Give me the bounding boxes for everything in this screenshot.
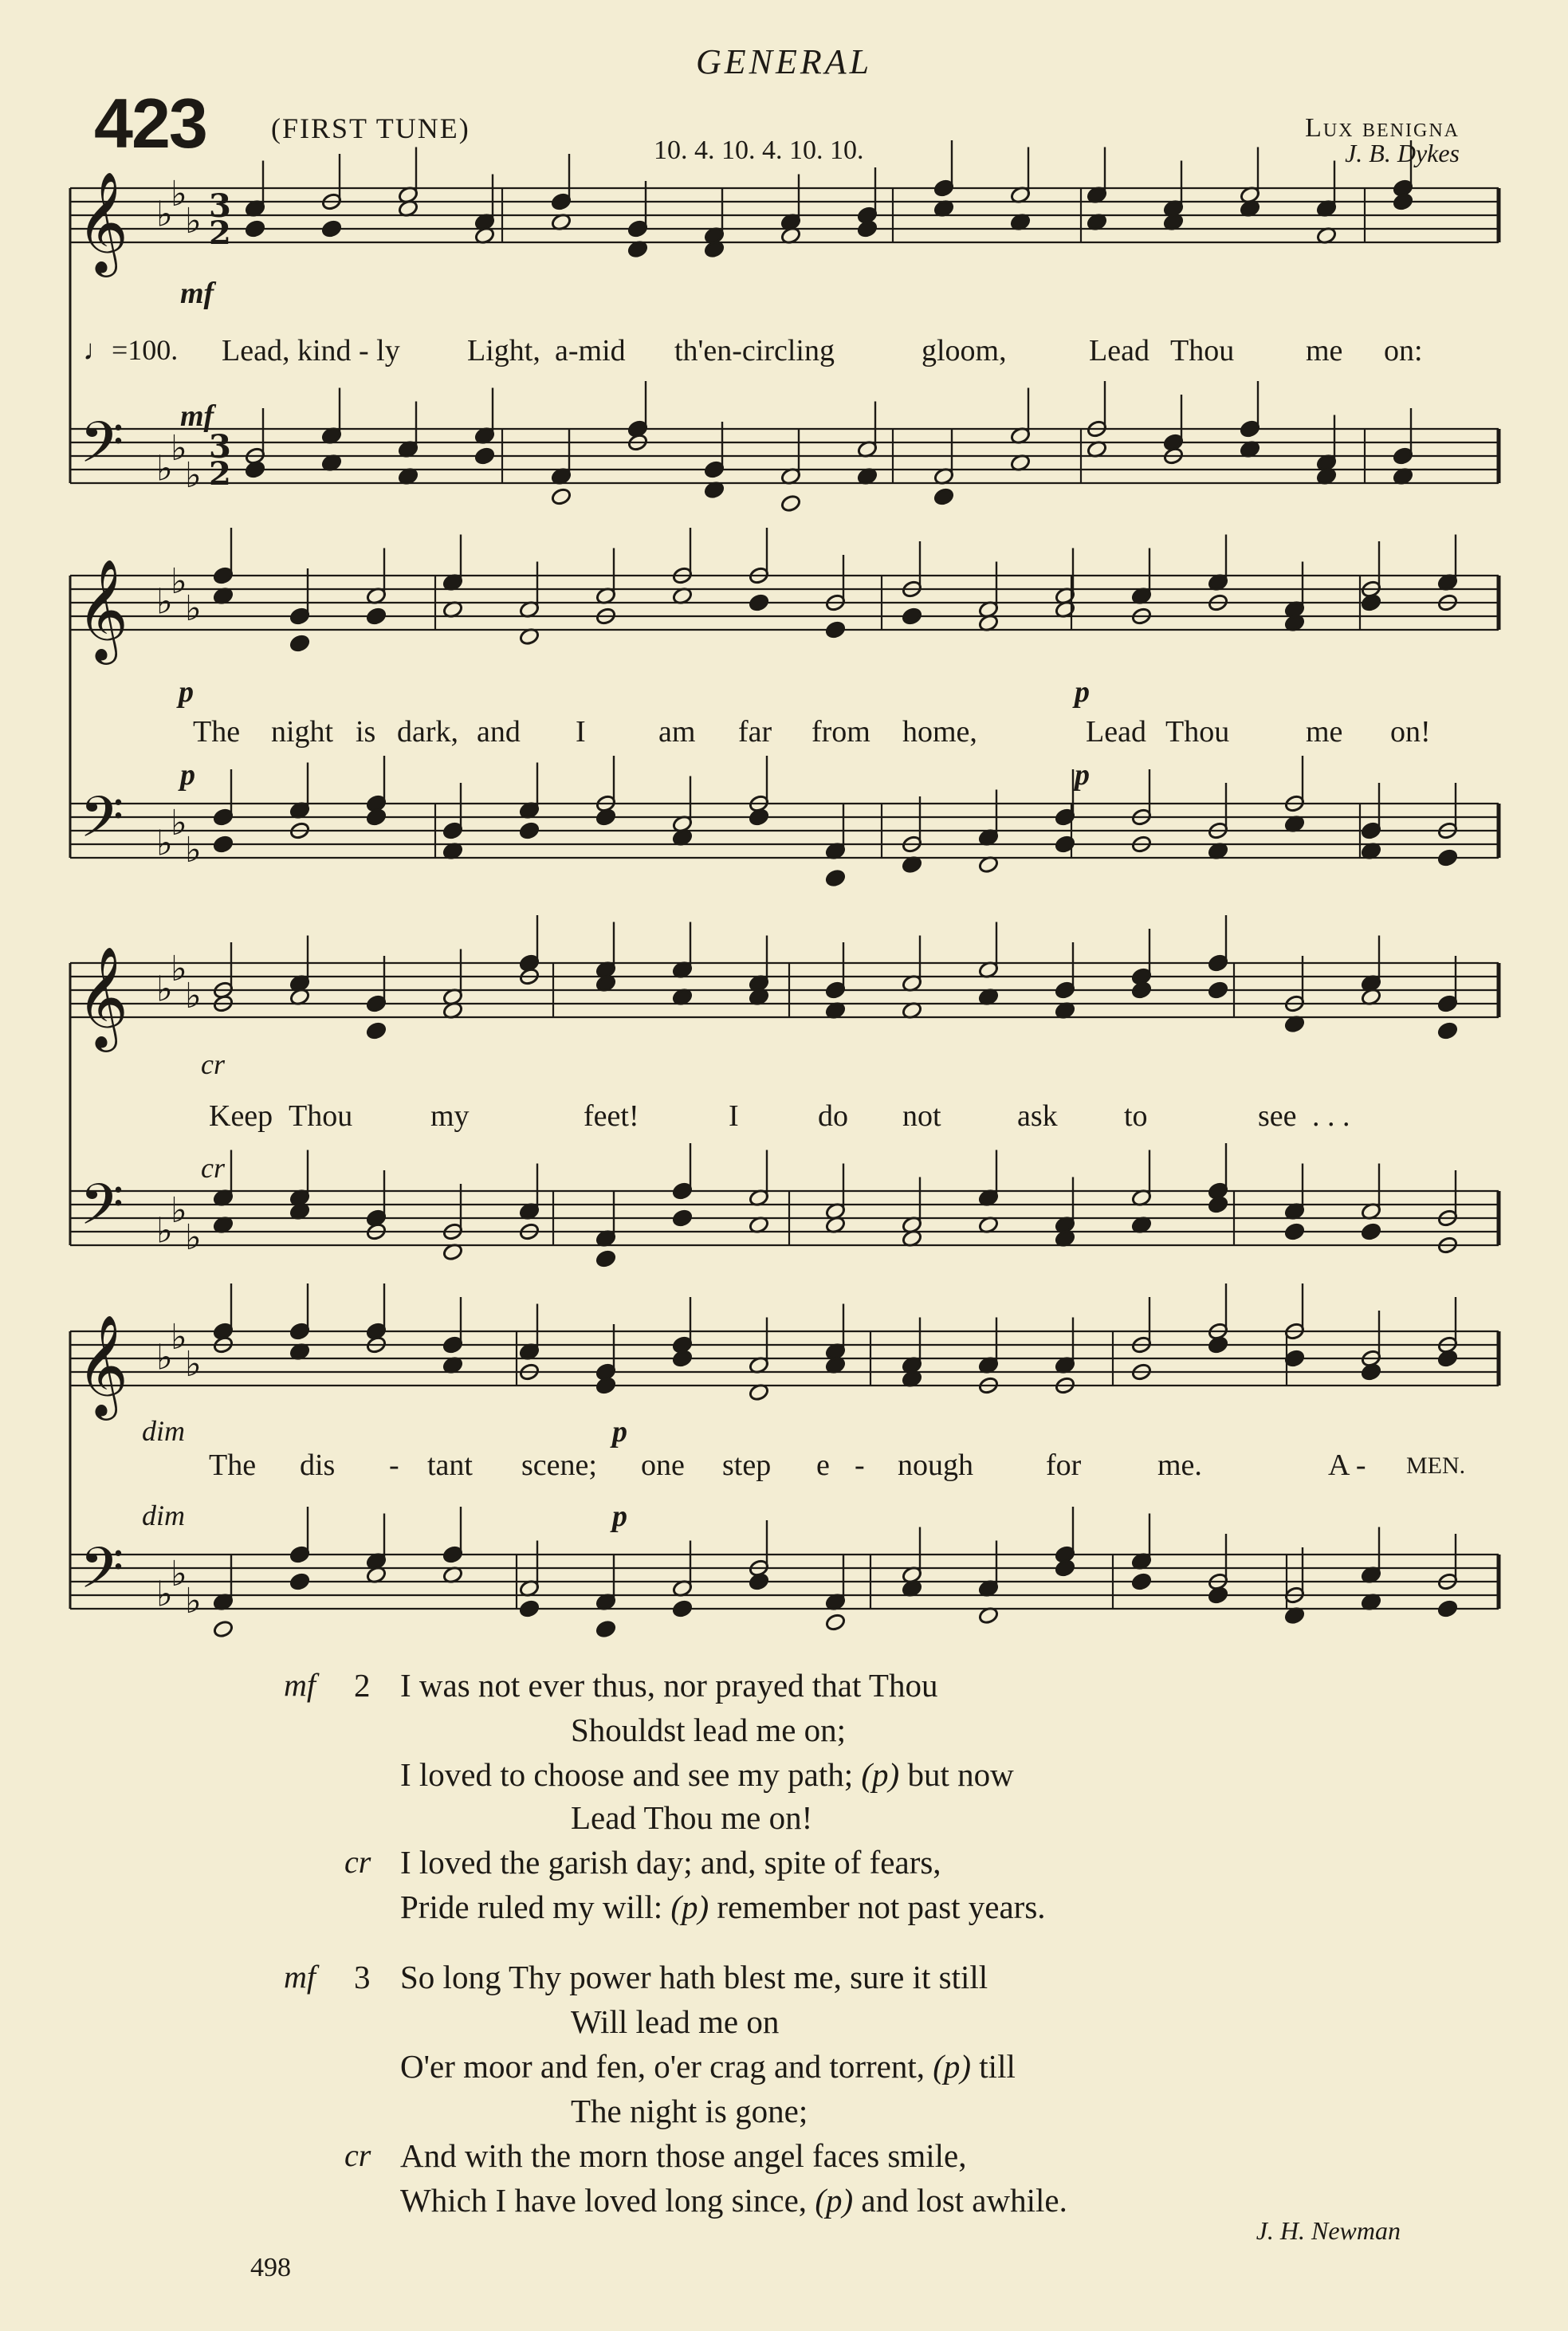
section-heading: GENERAL <box>695 42 873 81</box>
note-head <box>245 460 266 479</box>
lyric-syllable: nough <box>898 1449 973 1482</box>
flat-icon: ♭ <box>185 201 202 242</box>
note-head <box>780 494 802 513</box>
lyric-syllable: gloom, <box>922 334 1007 368</box>
lyric-syllable: from <box>812 715 870 749</box>
verse-line: Shouldst lead me on; <box>571 1712 847 1748</box>
lyric-syllable: on: <box>1384 334 1423 368</box>
dynamic-mark: mf <box>180 399 214 433</box>
lyrics-line-3 <box>0 1099 1568 1138</box>
verse-line: So long Thy power hath blest me, sure it still <box>400 1959 988 1995</box>
flat-icon: ♭ <box>185 1344 202 1385</box>
note-head <box>825 620 847 639</box>
dynamic-mark: p <box>179 675 194 709</box>
note-head <box>1208 1195 1229 1214</box>
dynamic-mark: p <box>180 758 195 792</box>
note-head <box>1208 1335 1229 1354</box>
verse-line: till <box>979 2048 1016 2085</box>
note-head <box>1131 1572 1153 1591</box>
note-head <box>595 1620 617 1639</box>
lyric-syllable: feet! <box>584 1099 639 1133</box>
lyrics-line-2 <box>0 714 1568 754</box>
lyric-syllable: The <box>193 715 241 749</box>
treble-clef-icon: 𝄞 <box>77 171 129 273</box>
flat-icon: ♭ <box>171 949 187 989</box>
note-head <box>749 1572 770 1591</box>
time-signature: 2 <box>209 214 231 252</box>
verse-line-with-dynamic <box>400 2047 1016 2085</box>
lyric-syllable: me <box>1306 715 1343 749</box>
verse-line: Which I have loved long since, <box>400 2182 808 2219</box>
note-head <box>749 593 770 612</box>
lyric-syllable: my <box>430 1099 470 1133</box>
lyric-syllable: dark, <box>397 715 459 749</box>
lyric-syllable: am <box>658 715 696 749</box>
note-head <box>1055 835 1076 854</box>
verse-line: I was not ever thus, nor prayed that Thou <box>400 1667 938 1704</box>
composer: J. B. Dykes <box>1345 139 1460 167</box>
flat-icon: ♭ <box>185 976 202 1016</box>
lyric-syllable: Thou <box>1170 334 1235 368</box>
flat-icon: ♭ <box>156 969 173 1010</box>
lyrics-line-1 <box>0 333 1568 373</box>
lyric-syllable: me. <box>1157 1449 1202 1482</box>
dynamic-mark: p <box>612 1500 627 1533</box>
lyric-syllable: see <box>1258 1099 1297 1133</box>
lyric-syllable: is <box>356 715 376 749</box>
time-signature: 2 <box>209 455 231 493</box>
verse-line: O'er moor and fen, o'er crag and torrent, <box>400 2048 925 2085</box>
page-number: 498 <box>250 2253 291 2282</box>
lyric-syllable: on! <box>1390 715 1431 749</box>
verse-dynamic: mf <box>284 1667 316 1703</box>
lyric-syllable: Light, <box>467 334 540 368</box>
verse-line: I loved to choose and see my path; <box>400 1756 854 1793</box>
lyric-syllable: for <box>1046 1449 1082 1482</box>
lyrics-line-4 <box>0 1448 1568 1488</box>
lyric-syllable: Lead <box>1089 334 1149 368</box>
lyric-syllable: me <box>1306 334 1343 368</box>
note-head <box>1361 1362 1382 1382</box>
verse-line: Lead Thou me on! <box>571 1799 813 1836</box>
flat-icon: ♭ <box>171 561 187 602</box>
tune-label: (FIRST TUNE) <box>271 112 470 144</box>
treble-clef-icon: 𝄞 <box>77 1314 129 1416</box>
note-head <box>1208 1586 1229 1605</box>
note-head <box>1131 981 1153 1000</box>
note-head <box>321 219 343 238</box>
flat-icon: ♭ <box>185 830 202 871</box>
verse-line: remember not past years. <box>717 1889 1046 1925</box>
lyric-syllable: Lead <box>1086 715 1146 749</box>
lyric-syllable: ask <box>1017 1099 1058 1133</box>
note-head <box>595 1249 617 1268</box>
note-head <box>289 634 311 653</box>
note-head <box>1208 981 1229 1000</box>
flat-icon: ♭ <box>171 1190 187 1231</box>
lyric-syllable: home, <box>902 715 977 749</box>
note-head <box>366 808 387 827</box>
note-head <box>595 808 617 827</box>
lyric-syllable: and <box>477 715 521 749</box>
lyric-syllable: Thou <box>1165 715 1230 749</box>
note-head <box>245 219 266 238</box>
verse-dynamic: mf <box>284 1959 316 1995</box>
lyric-syllable: - <box>855 1449 865 1482</box>
lyric-syllable: th'en-circling <box>674 334 835 368</box>
note-head <box>1393 192 1414 211</box>
dynamic-mark: dim <box>142 1500 185 1531</box>
verse-dynamic: (p) <box>670 1889 709 1925</box>
lyric-syllable: - <box>389 1449 399 1482</box>
quarter-note-icon: ♩ <box>83 334 112 366</box>
time-signature: 3 <box>209 428 231 466</box>
flat-icon: ♭ <box>156 1337 173 1378</box>
note-head <box>825 1613 847 1632</box>
treble-clef-icon: 𝄞 <box>77 558 129 660</box>
flat-icon: ♭ <box>185 1217 202 1258</box>
flat-icon: ♭ <box>156 194 173 235</box>
note-head <box>933 487 955 506</box>
note-head <box>595 1376 617 1395</box>
note-head <box>289 1572 311 1591</box>
verse-number: 2 <box>354 1667 371 1704</box>
tune-name: Lux benigna <box>1305 113 1460 143</box>
verse-line: and lost awhile. <box>861 2182 1067 2219</box>
lyric-syllable: night <box>271 715 334 749</box>
lyric-syllable: I <box>729 1099 739 1133</box>
lyric-syllable: MEN. <box>1406 1452 1466 1479</box>
note-head <box>366 607 387 626</box>
note-head <box>1361 1222 1382 1241</box>
lyric-syllable: tant <box>427 1449 473 1482</box>
flat-icon: ♭ <box>171 428 187 469</box>
lyric-syllable: e <box>816 1449 830 1482</box>
note-head <box>551 487 572 506</box>
flat-icon: ♭ <box>171 803 187 843</box>
flat-icon: ♭ <box>185 455 202 496</box>
flat-icon: ♭ <box>171 1554 187 1594</box>
flat-icon: ♭ <box>156 823 173 864</box>
meter: 10. 4. 10. 4. 10. 10. <box>654 136 864 165</box>
hymn-number: 423 <box>94 84 206 163</box>
note-head <box>902 607 923 626</box>
flat-icon: ♭ <box>185 1581 202 1621</box>
verse-dynamic: cr <box>344 2137 371 2173</box>
dynamic-mark: mf <box>180 277 214 310</box>
lyric-syllable: The <box>209 1449 257 1482</box>
verse-dynamic: (p) <box>815 2182 854 2219</box>
lyric-syllable: one <box>641 1449 685 1482</box>
note-head <box>672 1209 694 1228</box>
dynamic-mark: cr <box>201 1048 225 1080</box>
treble-clef-icon: 𝄞 <box>77 945 129 1048</box>
note-head <box>1361 593 1382 612</box>
lyric-syllable: not <box>902 1099 941 1133</box>
dynamic-mark: cr <box>201 1152 225 1184</box>
note-head <box>1437 1599 1459 1618</box>
lyric-syllable: a-mid <box>555 334 626 368</box>
note-head <box>1055 1559 1076 1578</box>
verse-line: I loved the garish day; and, spite of fears, <box>400 1844 941 1881</box>
tempo-marking: ♩=100. <box>83 334 179 366</box>
note-head <box>857 219 878 238</box>
note-head <box>1437 1021 1459 1040</box>
flat-icon: ♭ <box>156 581 173 623</box>
note-head <box>672 1349 694 1368</box>
verse-line: Pride ruled my will: <box>400 1889 663 1925</box>
note-head <box>213 835 234 854</box>
note-head <box>1284 1222 1306 1241</box>
verse-number: 3 <box>354 1959 371 1995</box>
note-head <box>672 1599 694 1618</box>
verse-line-with-dynamic <box>400 1755 1014 1794</box>
lyric-syllable: I <box>576 715 586 749</box>
note-head <box>1437 1349 1459 1368</box>
verse-line-with-dynamic <box>400 1888 1046 1926</box>
lyric-syllable: do <box>818 1099 848 1133</box>
flat-icon: ♭ <box>185 588 202 629</box>
dynamic-mark: dim <box>142 1415 185 1447</box>
lyric-syllable: Thou <box>289 1099 353 1133</box>
verse-line: The night is gone; <box>571 2093 808 2129</box>
verse-dynamic: (p) <box>933 2048 972 2085</box>
note-head <box>1437 848 1459 867</box>
verse-line: but now <box>907 1756 1014 1793</box>
note-head <box>519 1599 540 1618</box>
lyric-syllable: scene; <box>521 1449 597 1482</box>
verse-line: Will lead me on <box>571 2003 780 2040</box>
author-credit: J. H. Newman <box>1256 2216 1401 2245</box>
bass-clef-icon: 𝄢 <box>80 1535 124 1615</box>
note-head <box>366 1021 387 1040</box>
verse-dynamic: cr <box>344 1844 371 1880</box>
note-head <box>749 808 770 827</box>
dynamic-mark: p <box>1075 675 1090 709</box>
note-head <box>519 821 540 840</box>
bass-clef-icon: 𝄢 <box>80 410 124 489</box>
lyric-syllable: A - <box>1328 1449 1366 1482</box>
note-head <box>474 446 496 466</box>
time-signature: 3 <box>209 187 231 225</box>
flat-icon: ♭ <box>171 174 187 214</box>
flat-icon: ♭ <box>171 1317 187 1358</box>
flat-icon: ♭ <box>156 1574 173 1615</box>
lyric-syllable: Keep <box>209 1099 273 1133</box>
lyric-syllable: far <box>738 715 772 749</box>
note-head <box>825 869 847 888</box>
bass-clef-icon: 𝄢 <box>80 784 124 864</box>
note-head <box>213 1620 234 1639</box>
verse-line-with-dynamic <box>400 2181 1067 2219</box>
bass-clef-icon: 𝄢 <box>80 1172 124 1252</box>
verse-dynamic: (p) <box>861 1756 900 1793</box>
lyric-syllable: to <box>1124 1099 1148 1133</box>
lyric-syllable: Lead, kind - ly <box>222 334 400 368</box>
lyric-syllable: step <box>722 1449 772 1482</box>
verse-line: And with the morn those angel faces smile, <box>400 2137 967 2174</box>
lyric-syllable: dis <box>300 1449 336 1482</box>
flat-icon: ♭ <box>156 1210 173 1252</box>
lyric-syllable: . . . <box>1312 1099 1350 1133</box>
dynamic-mark: p <box>1075 758 1090 792</box>
dynamic-mark: p <box>612 1415 627 1449</box>
flat-icon: ♭ <box>156 448 173 489</box>
